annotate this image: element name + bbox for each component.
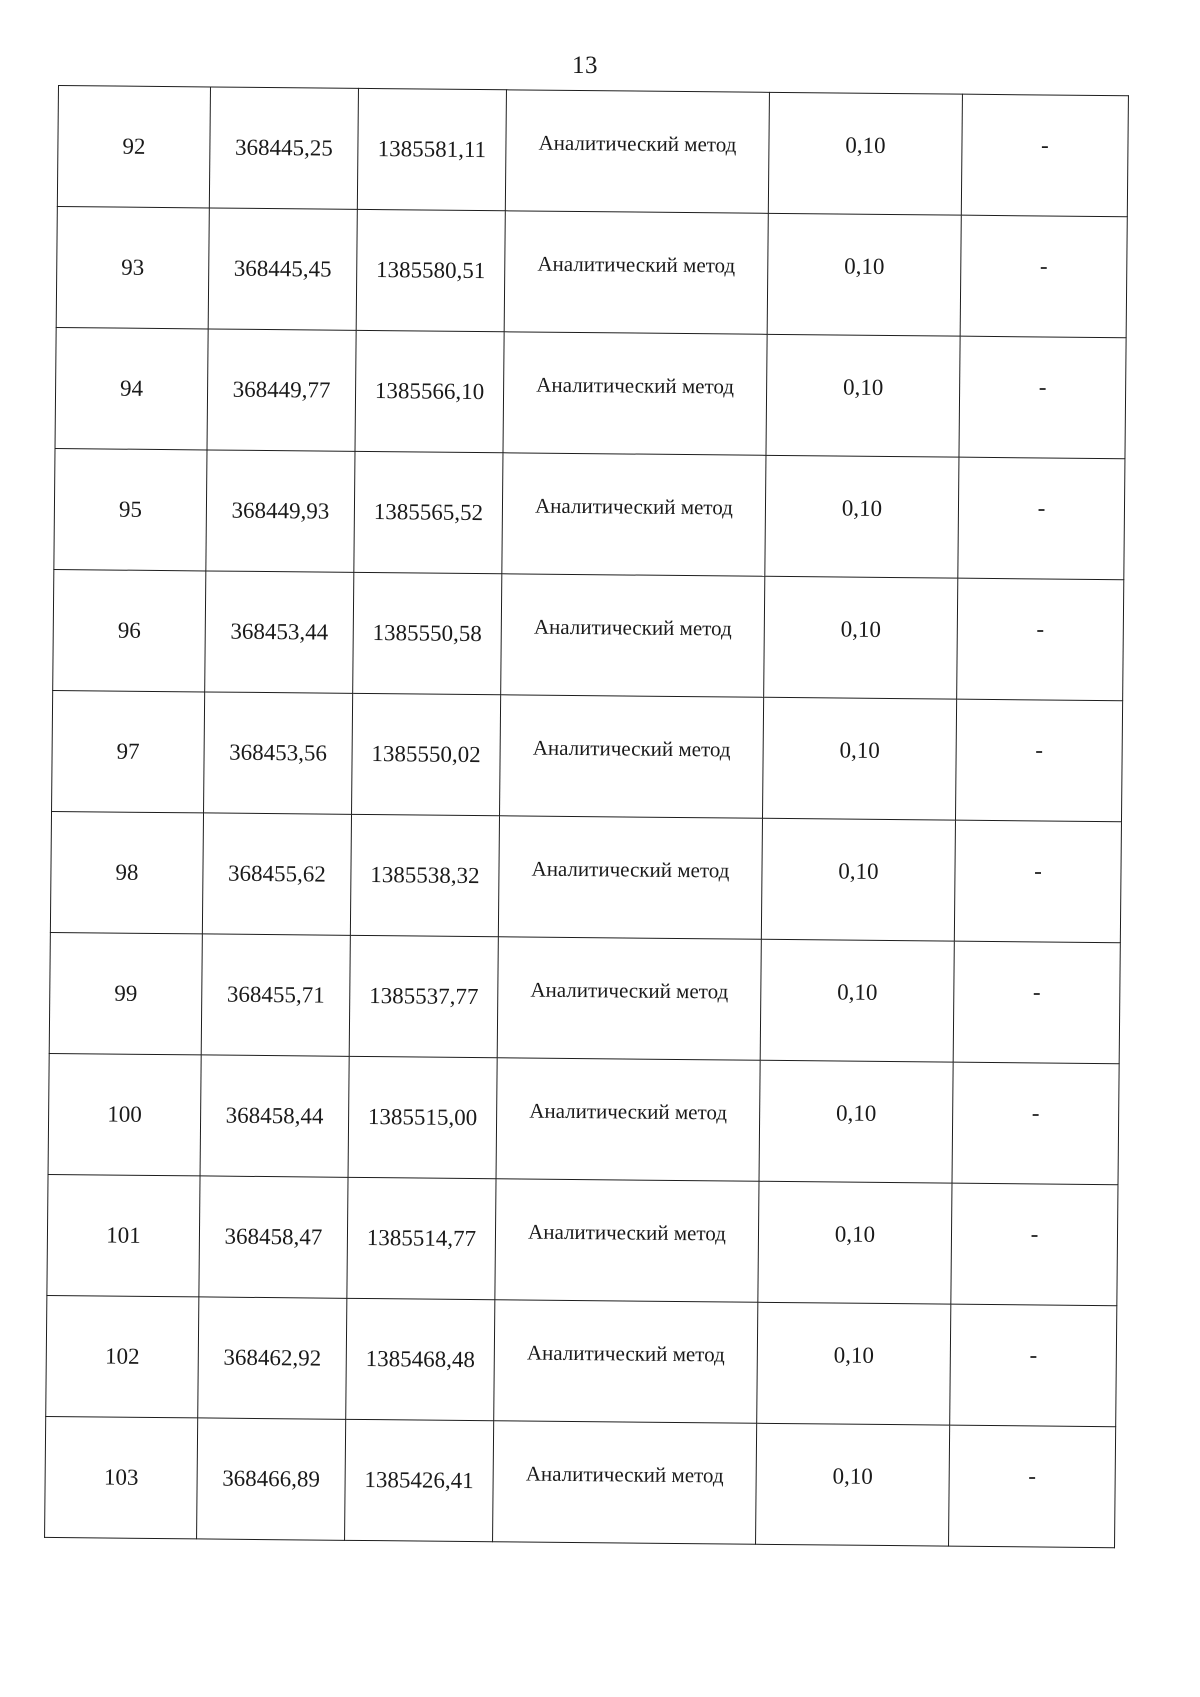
x-coordinate-text: 368458,47	[224, 1223, 323, 1250]
accuracy-text: 0,10	[834, 1221, 876, 1247]
point-number-cell	[49, 932, 202, 1054]
coordinates-table	[44, 85, 1129, 1548]
point-number-text: 101	[106, 1222, 141, 1248]
y-coordinate-cell	[352, 693, 501, 815]
y-coordinate-text: 1385580,51	[375, 257, 486, 284]
table-row	[52, 690, 1123, 821]
x-coordinate-cell	[209, 87, 358, 209]
y-coordinate-cell	[357, 88, 506, 210]
y-coordinate-cell	[345, 1419, 494, 1541]
table-row	[55, 327, 1126, 458]
point-number-text: 99	[114, 980, 138, 1006]
x-coordinate-text: 368445,25	[234, 134, 333, 161]
x-coordinate-cell	[200, 1055, 349, 1177]
point-number-text: 95	[118, 496, 143, 522]
table-row	[46, 1295, 1117, 1426]
method-text: Аналитический метод	[538, 130, 737, 157]
y-coordinate-text: 1385566,10	[374, 378, 485, 405]
y-coordinate-cell	[347, 1177, 496, 1299]
y-coordinate-text: 1385581,11	[377, 136, 487, 163]
method-cell	[494, 1300, 758, 1424]
note-text: -	[1031, 1100, 1040, 1126]
note-cell	[958, 457, 1125, 580]
accuracy-cell	[760, 939, 954, 1062]
table-row	[56, 206, 1127, 337]
point-number-cell	[56, 206, 209, 328]
table-row	[54, 448, 1125, 579]
point-number-text: 102	[104, 1343, 140, 1369]
method-text: Аналитический метод	[536, 372, 735, 399]
point-number-cell	[54, 448, 207, 570]
accuracy-cell	[764, 576, 958, 699]
accuracy-cell	[765, 455, 959, 578]
y-coordinate-text: 1385537,77	[369, 983, 479, 1010]
accuracy-cell	[759, 1060, 953, 1183]
y-coordinate-text: 1385550,58	[372, 620, 482, 647]
method-cell	[495, 1179, 759, 1303]
note-cell	[953, 941, 1120, 1064]
note-cell	[957, 578, 1124, 701]
y-coordinate-cell	[350, 814, 499, 936]
point-number-cell	[57, 86, 210, 208]
method-text: Аналитический метод	[529, 1098, 728, 1124]
note-text: -	[1028, 1463, 1037, 1489]
note-cell	[949, 1425, 1116, 1548]
y-coordinate-text: 1385514,77	[366, 1225, 477, 1252]
x-coordinate-cell	[206, 450, 355, 572]
accuracy-text: 0,10	[832, 1463, 873, 1489]
note-text: -	[1034, 858, 1042, 884]
point-number-cell	[46, 1295, 199, 1417]
note-text: -	[1037, 495, 1046, 521]
note-text: -	[1039, 253, 1048, 279]
y-coordinate-text: 1385515,00	[367, 1104, 478, 1131]
note-text: -	[1038, 374, 1047, 400]
note-text: -	[1041, 132, 1049, 158]
accuracy-text: 0,10	[844, 253, 885, 279]
x-coordinate-text: 368462,92	[223, 1344, 322, 1371]
method-text: Аналитический метод	[527, 1219, 727, 1245]
note-cell	[952, 1062, 1119, 1185]
note-cell	[950, 1304, 1117, 1427]
method-text: Аналитический метод	[530, 977, 729, 1003]
method-cell	[505, 90, 769, 214]
x-coordinate-cell	[197, 1418, 346, 1540]
note-cell	[960, 215, 1127, 338]
accuracy-text: 0,10	[840, 616, 882, 642]
accuracy-text: 0,10	[841, 495, 883, 521]
x-coordinate-cell	[207, 329, 356, 451]
y-coordinate-text: 1385468,48	[365, 1346, 476, 1373]
note-cell	[961, 94, 1128, 217]
x-coordinate-text: 368455,62	[227, 860, 326, 887]
y-coordinate-cell	[356, 209, 505, 331]
accuracy-cell	[766, 334, 960, 457]
accuracy-cell	[756, 1423, 950, 1546]
y-coordinate-text: 1385426,41	[364, 1467, 474, 1494]
accuracy-cell	[758, 1181, 952, 1304]
accuracy-text: 0,10	[842, 374, 884, 400]
accuracy-text: 0,10	[839, 737, 880, 763]
note-text: -	[1030, 1221, 1039, 1247]
note-cell	[959, 336, 1126, 459]
y-coordinate-cell	[349, 935, 498, 1057]
note-text: -	[1035, 737, 1044, 763]
x-coordinate-cell	[199, 1176, 348, 1298]
y-coordinate-cell	[353, 572, 502, 694]
x-coordinate-text: 368449,77	[232, 376, 331, 403]
table-row	[47, 1174, 1118, 1305]
note-text: -	[1032, 979, 1041, 1005]
point-number-text: 96	[117, 617, 141, 643]
point-number-cell	[48, 1053, 201, 1175]
table-row	[50, 811, 1121, 942]
accuracy-text: 0,10	[837, 979, 878, 1005]
method-text: Аналитический метод	[525, 1461, 724, 1487]
method-cell	[493, 1421, 757, 1545]
note-cell	[951, 1183, 1118, 1306]
table-row	[48, 1053, 1119, 1184]
point-number-cell	[47, 1174, 200, 1296]
x-coordinate-cell	[204, 692, 353, 814]
table-row	[49, 932, 1120, 1063]
method-cell	[497, 937, 761, 1061]
table-row	[53, 569, 1124, 700]
method-text: Аналитический метод	[526, 1340, 725, 1366]
method-text: Аналитический метод	[532, 735, 731, 761]
note-cell	[954, 820, 1121, 943]
point-number-cell	[55, 327, 208, 449]
note-text: -	[1036, 616, 1045, 642]
point-number-text: 98	[115, 859, 139, 885]
x-coordinate-text: 368455,71	[226, 981, 325, 1008]
method-text: Аналитический метод	[534, 493, 733, 519]
table-row	[45, 1416, 1116, 1547]
x-coordinate-cell	[208, 208, 357, 330]
y-coordinate-text: 1385550,02	[371, 741, 481, 768]
y-coordinate-text: 1385565,52	[373, 499, 484, 526]
accuracy-cell	[761, 818, 955, 941]
point-number-text: 94	[119, 375, 144, 401]
point-number-text: 92	[122, 133, 146, 159]
point-number-cell	[50, 811, 203, 933]
method-text: Аналитический метод	[533, 614, 732, 640]
x-coordinate-text: 368449,93	[231, 497, 330, 524]
x-coordinate-text: 368445,45	[233, 255, 332, 282]
point-number-text: 100	[107, 1101, 142, 1127]
x-coordinate-cell	[202, 813, 351, 935]
method-cell	[498, 816, 762, 940]
y-coordinate-text: 1385538,32	[370, 862, 480, 889]
point-number-text: 103	[103, 1464, 139, 1490]
x-coordinate-cell	[205, 571, 354, 693]
accuracy-cell	[767, 213, 961, 336]
accuracy-text: 0,10	[845, 132, 886, 158]
x-coordinate-text: 368453,56	[229, 739, 328, 766]
method-cell	[504, 211, 768, 335]
page-number: 13	[572, 52, 598, 79]
x-coordinate-text: 368466,89	[222, 1465, 321, 1492]
method-cell	[496, 1058, 760, 1182]
method-cell	[500, 695, 764, 819]
x-coordinate-text: 368458,44	[225, 1102, 324, 1129]
accuracy-text: 0,10	[835, 1100, 877, 1126]
y-coordinate-cell	[355, 330, 504, 452]
method-cell	[503, 332, 767, 456]
x-coordinate-cell	[201, 934, 350, 1056]
y-coordinate-cell	[348, 1056, 497, 1178]
y-coordinate-cell	[346, 1298, 495, 1420]
note-text: -	[1029, 1342, 1038, 1368]
method-cell	[501, 574, 765, 698]
x-coordinate-cell	[198, 1297, 347, 1419]
note-cell	[955, 699, 1122, 822]
point-number-cell	[53, 569, 206, 691]
point-number-cell	[52, 690, 205, 812]
table-row	[57, 86, 1128, 217]
point-number-text: 93	[121, 254, 145, 280]
accuracy-cell	[762, 697, 956, 820]
x-coordinate-text: 368453,44	[230, 618, 329, 645]
method-text: Аналитический метод	[531, 856, 730, 882]
table-body	[45, 86, 1129, 1548]
y-coordinate-cell	[354, 451, 503, 573]
point-number-cell	[45, 1416, 198, 1538]
accuracy-text: 0,10	[833, 1342, 875, 1368]
accuracy-cell	[757, 1302, 951, 1425]
point-number-text: 97	[116, 738, 140, 764]
accuracy-cell	[768, 92, 962, 215]
method-text: Аналитический метод	[537, 251, 736, 278]
method-cell	[502, 453, 766, 577]
accuracy-text: 0,10	[838, 858, 879, 884]
